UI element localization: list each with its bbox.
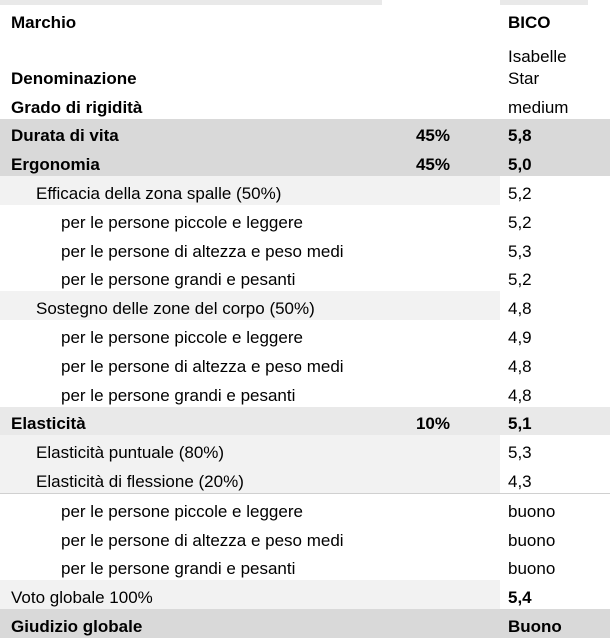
row-label: per le persone piccole e leggere — [61, 212, 303, 232]
table-row-overall-score — [0, 580, 610, 609]
row-value: 5,3 — [508, 241, 532, 261]
row-label: Marchio — [11, 12, 77, 32]
row-weight — [382, 90, 500, 119]
row-value: buono — [500, 493, 610, 522]
row-label: Elasticità puntuale (80%) — [0, 435, 382, 464]
row-weight — [382, 234, 500, 263]
row-value: medium — [508, 97, 569, 117]
row-weight — [382, 435, 500, 464]
row-label: per le persone di altezza e peso medi — [61, 530, 344, 550]
row-value: buono — [508, 530, 556, 550]
table-row — [0, 378, 610, 407]
row-weight — [382, 320, 500, 349]
row-value: 5,2 — [500, 176, 610, 205]
row-label: Elasticità di flessione (20%) — [0, 464, 382, 493]
row-value: 5,0 — [500, 147, 610, 176]
row-weight — [382, 5, 500, 34]
table-row — [0, 552, 610, 581]
row-label: Voto globale 100% — [0, 580, 382, 609]
row-value: BICO — [508, 12, 551, 32]
row-weight — [382, 609, 500, 638]
row-label: per le persone piccole e leggere — [61, 327, 303, 347]
row-weight — [382, 552, 500, 581]
row-value: 4,3 — [500, 464, 610, 493]
row-value: 5,2 — [508, 212, 532, 232]
table-row — [0, 523, 610, 552]
table-row — [0, 493, 610, 522]
row-label: per le persone grandi e pesanti — [61, 559, 296, 579]
table-row — [0, 435, 610, 464]
row-label: Grado di rigidità — [11, 97, 143, 117]
table-row — [0, 263, 610, 292]
row-label: per le persone di altezza e peso medi — [61, 356, 344, 376]
row-value — [500, 34, 610, 90]
row-weight — [382, 34, 500, 90]
row-weight — [382, 263, 500, 292]
row-weight — [382, 493, 500, 522]
row-label: per le persone di altezza e peso medi — [61, 241, 344, 261]
row-label: Efficacia della zona spalle (50%) — [0, 176, 382, 205]
row-value: 4,8 — [500, 291, 610, 320]
row-value: 5,1 — [500, 407, 610, 436]
table-row-ergonomics — [0, 147, 610, 176]
row-weight — [382, 291, 500, 320]
table-row — [0, 320, 610, 349]
row-weight — [382, 349, 500, 378]
table-row — [0, 291, 610, 320]
row-value: 4,9 — [508, 327, 532, 347]
row-label: per le persone grandi e pesanti — [61, 385, 296, 405]
row-weight: 45% — [382, 147, 500, 176]
row-label: per le persone grandi e pesanti — [61, 270, 296, 290]
row-label: Elasticità — [0, 407, 382, 436]
row-label: Ergonomia — [0, 147, 382, 176]
table-row — [0, 234, 610, 263]
row-value: Buono — [500, 609, 610, 638]
table-row — [0, 205, 610, 234]
row-value: 5,3 — [500, 435, 610, 464]
row-label: Sostegno delle zone del corpo (50%) — [0, 291, 382, 320]
table-row-elasticity — [0, 407, 610, 436]
rating-table — [0, 5, 610, 638]
row-weight: 10% — [382, 407, 500, 436]
table-row — [0, 349, 610, 378]
row-label: per le persone piccole e leggere — [0, 493, 382, 522]
table-row — [0, 176, 610, 205]
row-value: buono — [508, 559, 556, 579]
row-value: 5,4 — [500, 580, 610, 609]
row-weight — [382, 205, 500, 234]
table-row-brand — [0, 5, 610, 34]
row-value: 4,8 — [508, 385, 532, 405]
table-row-firmness — [0, 90, 610, 119]
name-line-1: Isabelle — [508, 46, 567, 66]
table-row-name — [0, 34, 610, 90]
table-row — [0, 464, 610, 493]
row-weight — [382, 580, 500, 609]
row-weight — [382, 176, 500, 205]
row-label: Durata di vita — [0, 119, 382, 148]
row-label: Denominazione — [11, 68, 137, 88]
table-row-overall-judgement — [0, 609, 610, 638]
row-weight — [382, 378, 500, 407]
table-row-durability — [0, 119, 610, 148]
row-value: 4,8 — [508, 356, 532, 376]
row-label: Giudizio globale — [0, 609, 382, 638]
row-weight: 45% — [382, 119, 500, 148]
row-weight — [382, 523, 500, 552]
row-weight — [382, 464, 500, 493]
name-line-2: Star — [508, 68, 540, 88]
row-value: 5,8 — [500, 119, 610, 148]
row-value: 5,2 — [508, 270, 532, 290]
